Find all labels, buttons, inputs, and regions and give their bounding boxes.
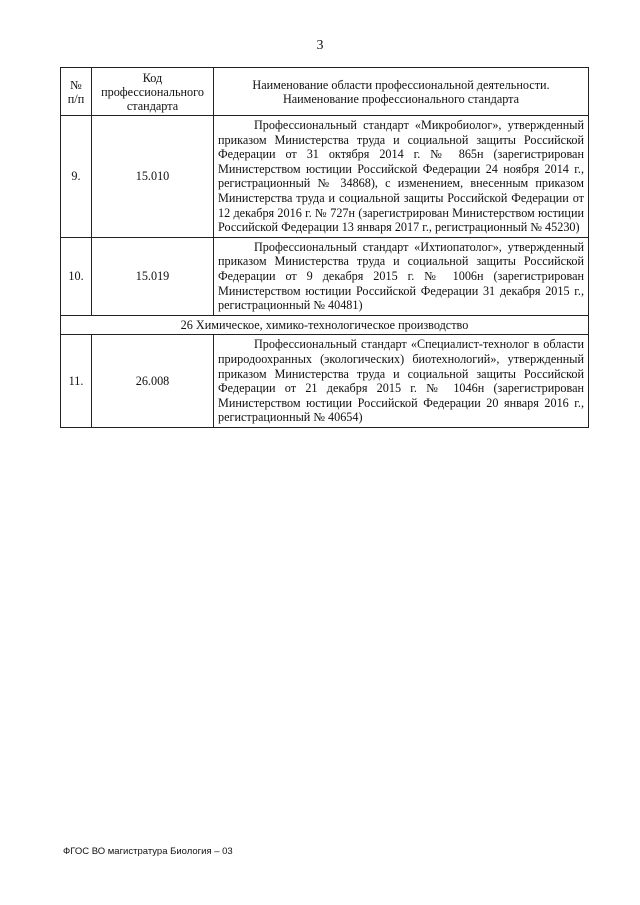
header-code: Код профессионального стандарта: [92, 68, 214, 116]
row-num: 11.: [61, 335, 92, 428]
table-row: [61, 116, 589, 238]
row-num: 10.: [61, 237, 92, 315]
row-code: 15.019: [92, 237, 214, 315]
row-text: [214, 335, 589, 428]
section-row: [61, 315, 589, 335]
header-name: Наименование области профессиональной деятельности. Наименование профессионального стандарта: [214, 68, 589, 116]
row-text-content: Профессиональный стандарт «Микробиолог», утвержденный приказом Министерства труда и социальной защиты Российской Федерации от 31 октября 2014 г. № 865н (зарегистрирован Министерством юстиции Российской Федерации 24 ноября 2014 г., регистрационный № 34868), с изменением, внесенным приказом Министерства труда и социальной защиты Российской Федерации от 12 декабря 2016 г. № 727н (зарегистрирован Министерством юстиции Российской Федерации 13 января 2017 г., регистрационный № 45230): [218, 118, 584, 235]
row-text: [214, 116, 589, 238]
row-text-content: Профессиональный стандарт «Ихтиопатолог», утвержденный приказом Министерства труда и социальной защиты Российской Федерации от 9 декабря 2015 г. № 1006н (зарегистрирован Министерством юстиции Российской Федерации 31 декабря 2015 г., регистрационный № 40481): [218, 239, 584, 313]
table-header-row: [61, 68, 589, 116]
header-num: № п/п: [61, 68, 92, 116]
section-heading: 26 Химическое, химико-технологическое производство: [61, 315, 589, 335]
page-number: 3: [316, 38, 324, 53]
row-code: 15.010: [92, 116, 214, 238]
footer-label: ФГОС ВО магистратура Биология – 03: [63, 846, 233, 857]
row-code: 26.008: [92, 335, 214, 428]
table-row: [61, 335, 589, 428]
row-num: 9.: [61, 116, 92, 238]
table-row: [61, 237, 589, 315]
row-text-content: Профессиональный стандарт «Специалист-технолог в области природоохранных (экологических) биотехнологий», утвержденный приказом Министерства труда и социальной защиты Российской Федерации от 21 декабря 2015 г. № 1046н (зарегистрирован Министерством юстиции Российской Федерации 20 января 2016 г., регистрационный № 40654): [218, 337, 584, 425]
row-text: [214, 237, 589, 315]
professional-standards-table: [60, 67, 589, 428]
